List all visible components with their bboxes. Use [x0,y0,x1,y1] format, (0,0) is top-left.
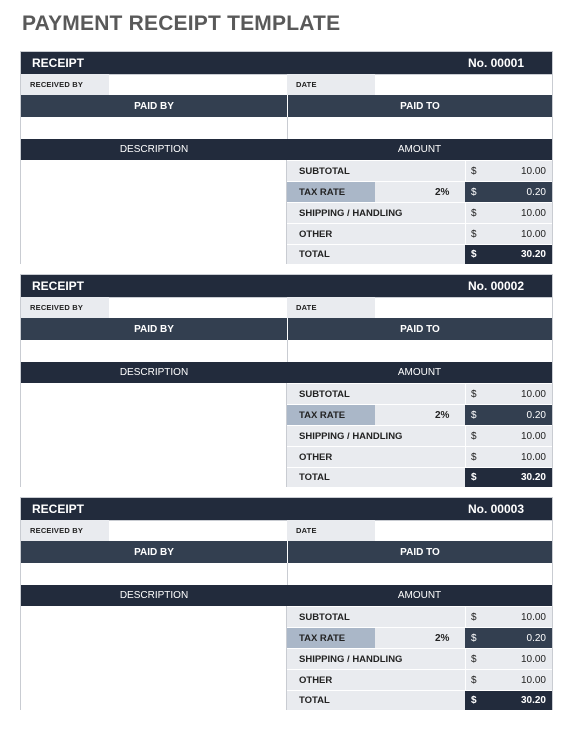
paid-by-field[interactable] [21,117,287,139]
receipt-title: RECEIPT [32,502,85,516]
amount-label: AMOUNT [397,367,442,378]
currency-symbol: $ [471,695,477,706]
currency-symbol: $ [471,472,477,483]
tax-row [287,181,552,202]
other-value[interactable]: 10.00 [520,451,546,463]
currency-symbol: $ [471,207,477,219]
shipping-label: SHIPPING / HANDLING [299,430,403,442]
shipping-label: SHIPPING / HANDLING [299,207,403,219]
currency-symbol: $ [471,249,477,260]
receipt-title: RECEIPT [32,279,85,293]
received-by-field[interactable] [109,520,287,541]
received-row [21,520,552,541]
total-row [287,244,552,264]
currency-symbol: $ [471,430,477,442]
paid-by-label: PAID BY [134,323,174,335]
paid-header-row [21,95,552,117]
shipping-row [287,202,552,223]
total-label: TOTAL [299,249,330,260]
tax-row [287,627,552,648]
received-by-label: RECEIVED BY [30,303,84,312]
description-header-row [21,585,552,606]
tax-value: 0.20 [526,186,546,198]
paid-by-label: PAID BY [134,100,174,112]
subtotal-label: SUBTOTAL [299,611,350,623]
tax-value: 0.20 [526,409,546,421]
currency-symbol: $ [471,409,477,421]
description-label: DESCRIPTION [119,144,189,155]
receipt-title: RECEIPT [32,56,85,70]
paid-by-field[interactable] [21,340,287,362]
currency-symbol: $ [471,165,477,177]
shipping-value[interactable]: 10.00 [520,207,546,219]
subtotal-value: 10.00 [520,165,546,177]
tax-rate-value[interactable]: 2% [435,186,450,198]
shipping-value[interactable]: 10.00 [520,430,546,442]
tax-row [287,404,552,425]
other-row [287,669,552,690]
tax-value: 0.20 [526,632,546,644]
subtotal-label: SUBTOTAL [299,165,350,177]
subtotal-value: 10.00 [520,388,546,400]
paid-by-label: PAID BY [134,546,174,558]
paid-to-label: PAID TO [400,323,440,335]
description-field[interactable] [21,383,287,487]
date-field[interactable] [375,520,552,541]
paid-fields-row [21,117,552,139]
currency-symbol: $ [471,653,477,665]
other-row [287,446,552,467]
other-label: OTHER [299,228,333,240]
date-label: DATE [296,526,317,535]
tax-rate-label: TAX RATE [299,409,346,421]
other-value[interactable]: 10.00 [520,228,546,240]
paid-fields-row [21,340,552,362]
subtotal-value: 10.00 [520,611,546,623]
other-value[interactable]: 10.00 [520,674,546,686]
paid-to-label: PAID TO [400,546,440,558]
currency-symbol: $ [471,632,477,644]
tax-rate-label: TAX RATE [299,632,346,644]
date-field[interactable] [375,297,552,318]
total-row [287,690,552,710]
receipt-number: No. 00002 [467,279,524,293]
shipping-row [287,425,552,446]
receipt-card [20,274,553,487]
description-header-row [21,362,552,383]
total-row [287,467,552,487]
receipt-header [21,498,552,520]
other-label: OTHER [299,451,333,463]
receipt-header [21,52,552,74]
description-field[interactable] [21,606,287,710]
currency-symbol: $ [471,388,477,400]
description-field[interactable] [21,160,287,264]
date-field[interactable] [375,74,552,95]
total-label: TOTAL [299,695,330,706]
paid-by-field[interactable] [21,563,287,585]
tax-rate-value[interactable]: 2% [435,409,450,421]
received-row [21,74,552,95]
paid-to-field[interactable] [288,117,552,139]
description-header-row [21,139,552,160]
paid-header-row [21,541,552,563]
receipt-card [20,497,553,710]
shipping-row [287,648,552,669]
received-row [21,297,552,318]
received-by-field[interactable] [109,74,287,95]
currency-symbol: $ [471,186,477,198]
paid-to-field[interactable] [288,340,552,362]
other-row [287,223,552,244]
paid-to-label: PAID TO [400,100,440,112]
total-value: 30.20 [520,249,546,260]
description-label: DESCRIPTION [119,367,189,378]
receipt-header [21,275,552,297]
page-title: PAYMENT RECEIPT TEMPLATE [22,12,341,35]
shipping-value[interactable]: 10.00 [520,653,546,665]
receipt-card [20,51,553,264]
tax-rate-label: TAX RATE [299,186,346,198]
receipt-number: No. 00003 [467,502,524,516]
subtotal-label: SUBTOTAL [299,388,350,400]
currency-symbol: $ [471,451,477,463]
currency-symbol: $ [471,611,477,623]
amount-label: AMOUNT [397,590,442,601]
currency-symbol: $ [471,228,477,240]
subtotal-row [287,383,552,404]
received-by-field[interactable] [109,297,287,318]
amount-label: AMOUNT [397,144,442,155]
other-label: OTHER [299,674,333,686]
shipping-label: SHIPPING / HANDLING [299,653,403,665]
total-label: TOTAL [299,472,330,483]
total-value: 30.20 [520,695,546,706]
date-label: DATE [296,80,317,89]
received-by-label: RECEIVED BY [30,526,84,535]
currency-symbol: $ [471,674,477,686]
total-value: 30.20 [520,472,546,483]
receipt-number: No. 00001 [467,56,524,70]
description-label: DESCRIPTION [119,590,189,601]
received-by-label: RECEIVED BY [30,80,84,89]
paid-fields-row [21,563,552,585]
subtotal-row [287,160,552,181]
subtotal-row [287,606,552,627]
paid-to-field[interactable] [288,563,552,585]
date-label: DATE [296,303,317,312]
paid-header-row [21,318,552,340]
tax-rate-value[interactable]: 2% [435,632,450,644]
